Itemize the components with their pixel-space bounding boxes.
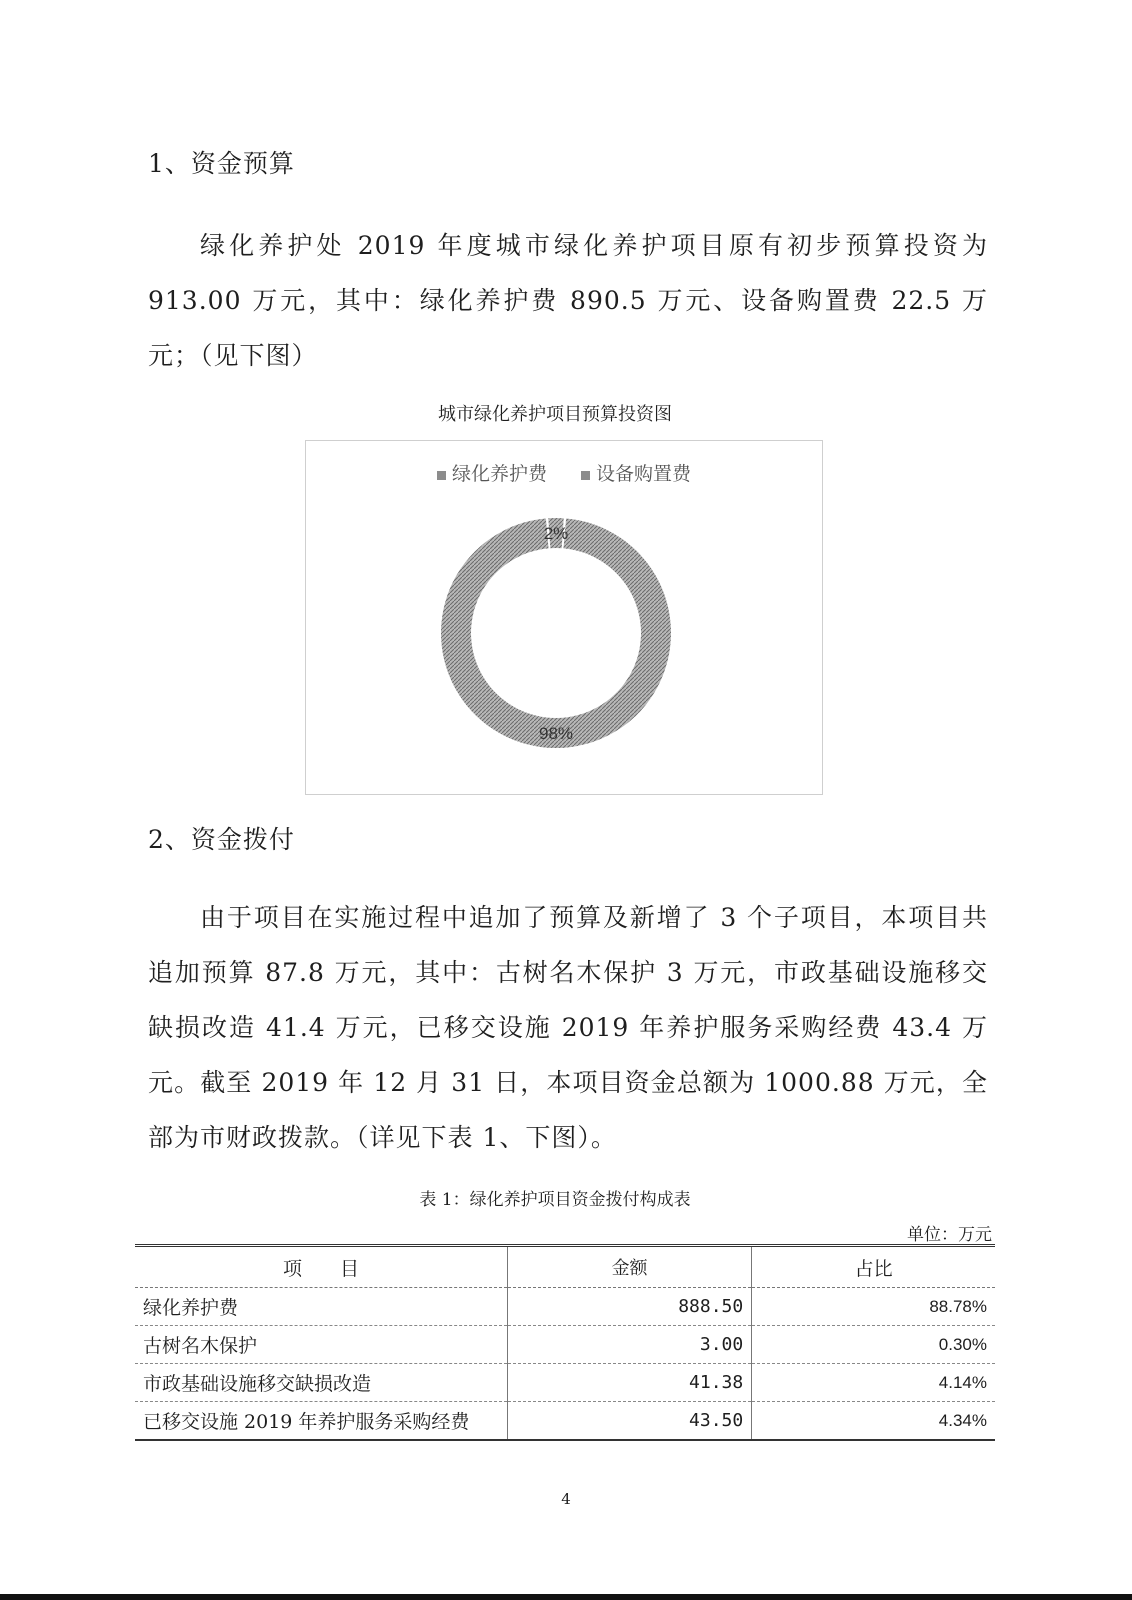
cell-share: 4.14% <box>752 1364 995 1402</box>
cell-amount: 43.50 <box>507 1402 751 1441</box>
page-number: 4 <box>561 1490 571 1508</box>
table-title: 表 1：绿化养护项目资金拨付构成表 <box>419 1190 691 1210</box>
donut-data-label-2: 2% <box>543 524 569 543</box>
cell-share: 0.30% <box>752 1326 995 1364</box>
table-row <box>135 1326 995 1364</box>
funding-table <box>135 1244 995 1441</box>
cell-item: 绿化养护费 <box>135 1288 507 1326</box>
legend-label-equipment: 设备购置费 <box>596 463 692 485</box>
donut-chart <box>306 441 824 796</box>
table-row <box>135 1402 995 1441</box>
header-amount: 金额 <box>507 1246 751 1288</box>
cell-share: 4.34% <box>752 1402 995 1441</box>
cell-item: 古树名木保护 <box>135 1326 507 1364</box>
header-item: 项 目 <box>135 1246 507 1288</box>
table-unit: 单位：万元 <box>907 1225 992 1245</box>
table-row <box>135 1364 995 1402</box>
table-header-row <box>135 1246 995 1288</box>
cell-amount: 3.00 <box>507 1326 751 1364</box>
section-1-heading: 1、资金预算 <box>148 149 295 178</box>
section-2-paragraph: 由于项目在实施过程中追加了预算及新增了 3 个子项目，本项目共追加预算 87.8 万元，其中：古树名木保护 3 万元，市政基础设施移交缺损改造 41.4 万元，已移交设施 2019 年养护服务采购经费 43.4 万元。截至 2019 年 12 月 31 日，本项目资金总额为 1000.88 万元，全部为市财政拨款。（详见下表 1、下图）。 <box>148 903 988 1152</box>
scan-edge-bar <box>0 1594 1132 1600</box>
chart-title: 城市绿化养护项目预算投资图 <box>438 404 672 425</box>
legend-label-greening: 绿化养护费 <box>451 463 547 485</box>
chart-area <box>305 440 823 795</box>
donut-slice-1 <box>441 518 671 748</box>
header-share: 占比 <box>752 1246 995 1288</box>
cell-share: 88.78% <box>752 1288 995 1326</box>
cell-item: 已移交设施 2019 年养护服务采购经费 <box>143 1411 470 1433</box>
section-1-paragraph: 绿化养护处 2019 年度城市绿化养护项目原有初步预算投资为 913.00 万元，其中：绿化养护费 890.5 万元、设备购置费 22.5 万元；（见下图） <box>148 231 988 370</box>
donut-data-label-1: 98% <box>538 724 574 743</box>
section-2-heading: 2、资金拨付 <box>148 825 295 854</box>
table-row <box>135 1288 995 1326</box>
cell-item: 市政基础设施移交缺损改造 <box>135 1364 507 1402</box>
cell-amount: 888.50 <box>507 1288 751 1326</box>
cell-amount: 41.38 <box>507 1364 751 1402</box>
